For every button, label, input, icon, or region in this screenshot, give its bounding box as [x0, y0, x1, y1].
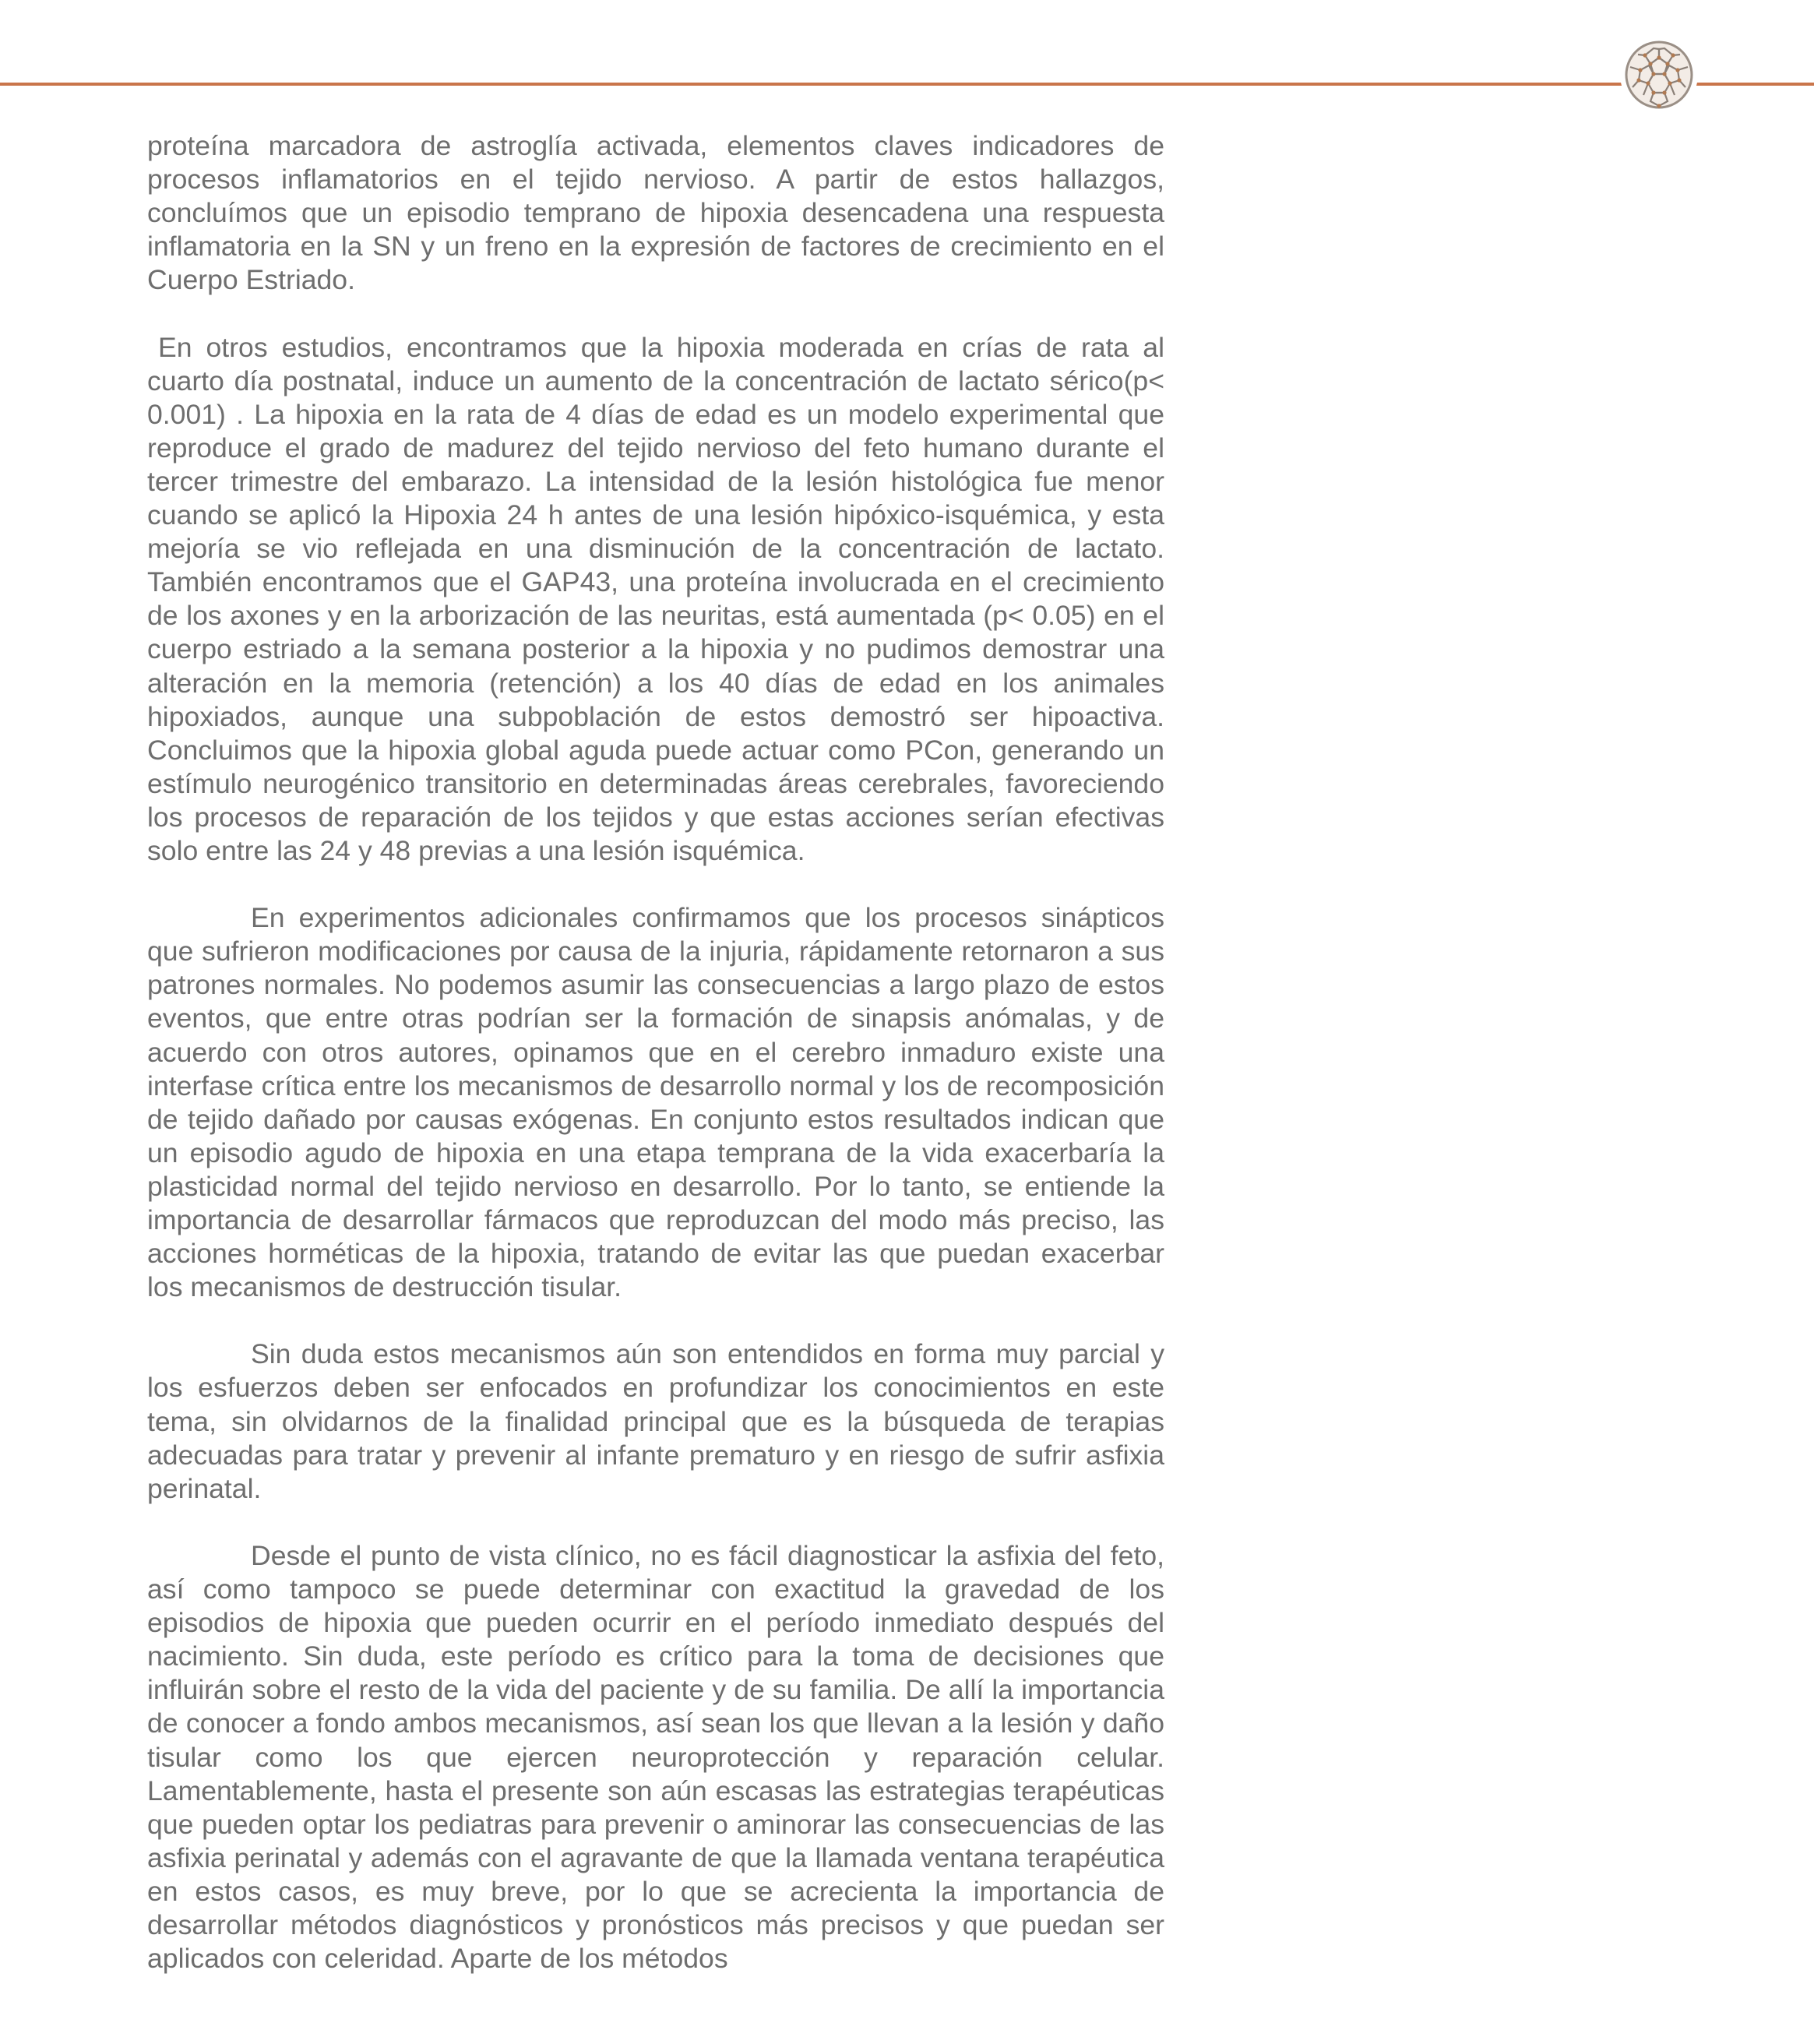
paragraph-2: En otros estudios, encontramos que la hipoxia moderada en crías de rata al cuarto día postnatal, induce un aumento de la concentración de lactato sérico(p< 0.001) . La hipoxia en la rata de 4 días de edad es un modelo experimental que reproduce el grado de madurez del tejido nervioso del feto humano durante el tercer trimestre del embarazo. La intensidad de la lesión histológica fue menor cuando se aplicó la Hipoxia 24 h antes de una lesión hipóxico-isquémica, y esta mejoría se vio reflejada en una disminución de la concentración de lactato. También encontramos que el GAP43, una proteína involucrada en el crecimiento de los axones y en la arborización de las neuritas, está aumentada (p< 0.05) en el cuerpo estriado a la semana posterior a la hipoxia y no pudimos demostrar una alteración en la memoria (retención) a los 40 días de edad en los animales hipoxiados, aunque una subpoblación de estos demostró ser hipoactiva. Concluimos que la hipoxia global aguda puede actuar como PCon, generando un estímulo neurogénico transitorio en determinadas áreas cerebrales, favoreciendo los procesos de reparación de los tejidos y que estas acciones serían efectivas solo entre las 24 y 48 previas a una lesión isquémica. [147, 331, 1164, 866]
buckyball-icon [1620, 36, 1698, 114]
paragraph-3: En experimentos adicionales confirmamos que los procesos sinápticos que sufrieron modificaciones por causa de la injuria, rápidamente retornaron a sus patrones normales. No podemos asumir las consecuencias a largo plazo de estos eventos, que entre otras podrían ser la formación de sinapsis anómalas, y de acuerdo con otros autores, opinamos que en el cerebro inmaduro existe una interfase crítica entre los mecanismos de desarrollo normal y los de recomposición de tejido dañado por causas exógenas. En conjunto estos resultados indican que un episodio agudo de hipoxia en una etapa temprana de la vida exacerbaría la plasticidad normal del tejido nervioso en desarrollo. Por lo tanto, se entiende la importancia de desarrollar fármacos que reproduzcan del modo más preciso, las acciones horméticas de la hipoxia, tratando de evitar las que puedan exacerbar los mecanismos de destrucción tisular. [147, 902, 1164, 1303]
paragraph-1: proteína marcadora de astroglía activada, elementos claves indicadores de procesos inflamatorios en el tejido nervioso. A partir de estos hallazgos, concluímos que un episodio temprano de hipoxia desencadena una respuesta inflamatoria en la SN y un freno en la expresión de factores de crecimiento en el Cuerpo Estriado. [147, 130, 1164, 296]
header-rule [0, 83, 1814, 86]
paragraph-4: Sin duda estos mecanismos aún son entendidos en forma muy parcial y los esfuerzos deben ser enfocados en profundizar los conocimientos en este tema, sin olvidarnos de la finalidad principal que es la búsqueda de terapias adecuadas para tratar y prevenir al infante prematuro y en riesgo de sufrir asfixia perinatal. [147, 1338, 1164, 1504]
body-text [147, 129, 1164, 2009]
paragraph-5: Desde el punto de vista clínico, no es fácil diagnosticar la asfixia del feto, así como tampoco se puede determinar con exactitud la gravedad de los episodios de hipoxia que pueden ocurrir en el período inmediato después del nacimiento. Sin duda, este período es crítico para la toma de decisiones que influirán sobre el resto de la vida del paciente y de su familia. De allí la importancia de conocer a fondo ambos mecanismos, así sean los que llevan a la lesión y daño tisular como los que ejercen neuroprotección y reparación celular. Lamentablemente, hasta el presente son aún escasas las estrategias terapéuticas que pueden optar los pediatras para prevenir o aminorar las consecuencias de las asfixia perinatal y además con el agravante de que la llamada ventana terapéutica en estos casos, es muy breve, por lo que se acrecienta la importancia de desarrollar métodos diagnósticos y pronósticos más precisos y que puedan ser aplicados con celeridad. Aparte de los métodos [147, 1539, 1164, 1975]
